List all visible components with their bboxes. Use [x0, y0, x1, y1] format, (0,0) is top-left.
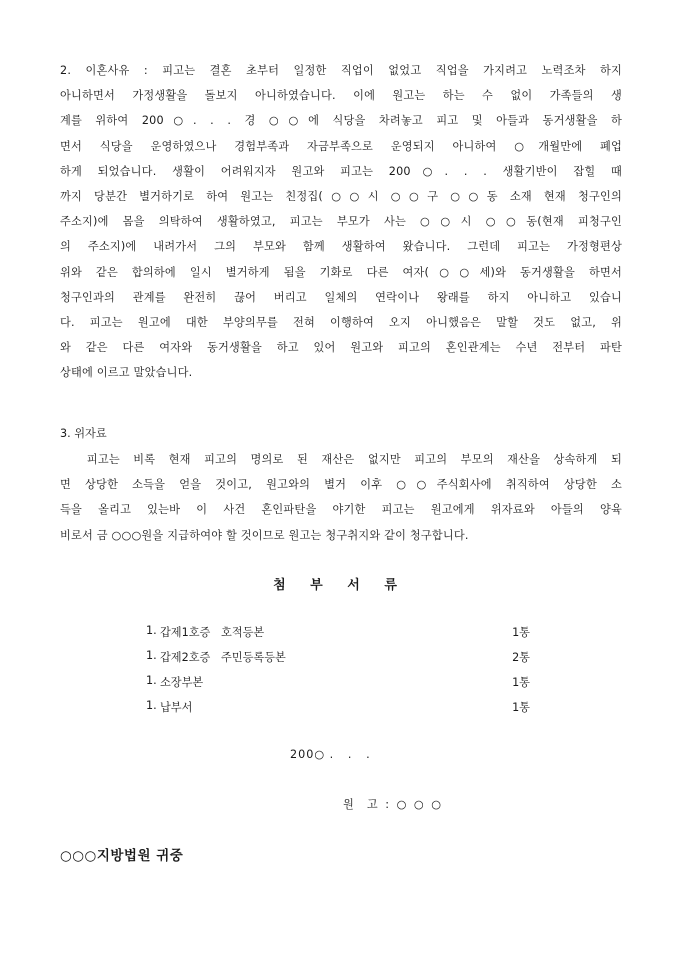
paragraph-line: 비로서 금 ○○○원을 지급하여야 할 것이므로 원고는 청구취지와 같이 청구합니다. — [60, 528, 469, 542]
paragraph-line: 계를 위하여 200○. . . 경 ○○에 식당을 차려놓고 피고 및 아들과 동거생활을 하 — [60, 114, 622, 128]
section-compensation — [60, 447, 622, 548]
attachment-number: 1. — [146, 699, 157, 712]
paragraph-line: 의 주소지)에 내려가서 그의 부모와 함께 생활하여 왔습니다. 그런데 피고는 가정형편상 — [60, 240, 622, 254]
paragraph-line: 청구인과의 관계를 완전히 끊어 버리고 일체의 연락이나 왕래를 하지 아니하고 있습니 — [60, 290, 622, 304]
attachment-number: 1. — [146, 674, 157, 687]
attachment-name: 갑제1호증 호적등본 — [160, 626, 265, 639]
attachment-number: 1. — [146, 624, 157, 637]
attachment-number: 1. — [146, 649, 157, 662]
attachment-item — [146, 649, 530, 669]
attachment-name: 소장부본 — [160, 676, 204, 689]
paragraph-line: 주소지)에 몸을 의탁하여 생활하였고, 피고는 부모가 사는 ○○시 ○○동(현재 피청구인 — [60, 215, 622, 229]
section-divorce-reason — [60, 58, 622, 385]
paragraph-line: 면 상당한 소득을 얻을 것이고, 원고와의 별거 이후 ○○주식회사에 취직하여 상당한 소 — [60, 478, 622, 492]
paragraph-line: 까지 당분간 별거하기로 하여 원고는 친정집(○○시 ○○구 ○○동 소재 현재 청구인의 — [60, 189, 622, 203]
paragraph-line: 와 같은 다른 여자와 동거생활을 하고 있어 원고와 피고의 혼인관계는 수년 전부터 파탄 — [60, 341, 622, 355]
plaintiff-signature: 원 고 : ○ ○ ○ — [343, 798, 444, 811]
paragraph-line: 다. 피고는 원고에 대한 부양의무를 전혀 이행하여 오지 아니했음은 말할 것도 없고, 위 — [60, 315, 622, 329]
paragraph-line: 2. 이혼사유 : 피고는 결혼 초부터 일정한 직업이 없었고 직업을 가지려고 노력조차 하지 — [60, 64, 622, 77]
attachment-name: 갑제2호증 주민등록등본 — [160, 651, 286, 664]
attachment-count: 1통 — [512, 626, 530, 639]
paragraph-line: 피고는 비록 현재 피고의 명의로 된 재산은 없지만 피고의 부모의 재산을 상속하게 되 — [60, 453, 622, 466]
attachment-item — [146, 699, 530, 719]
attachment-item — [146, 674, 530, 694]
paragraph-line: 하게 되었습니다. 생활이 어려워지자 원고와 피고는 200○. . . 생활기반이 잡힐 때 — [60, 164, 622, 178]
paragraph-line: 아니하면서 가정생활을 돌보지 아니하였습니다. 이에 원고는 하는 수 없이 가족들의 생 — [60, 89, 622, 103]
paragraph-line: 위와 같은 합의하에 일시 별거하게 됨을 기화로 다른 여자(○○세)와 동거생활을 하면서 — [60, 265, 622, 279]
section-title-compensation: 3. 위자료 — [60, 427, 107, 440]
attachment-count: 2통 — [512, 651, 530, 664]
attachment-item — [146, 624, 530, 644]
paragraph-line: 상태에 이르고 말았습니다. — [60, 366, 193, 380]
paragraph-line: 면서 식당을 운영하였으나 경험부족과 자금부족으로 운영되지 아니하여 ○개월만에 폐업 — [60, 139, 622, 153]
attachments-title: 첨 부 서 류 — [273, 578, 407, 593]
filing-date: 200○ . . . — [290, 748, 371, 761]
paragraph-line: 득을 올리고 있는바 이 사건 혼인파탄을 야기한 피고는 원고에게 위자료와 아들의 양육 — [60, 503, 622, 517]
attachment-count: 1통 — [512, 701, 530, 714]
attachment-count: 1통 — [512, 676, 530, 689]
court-addressee: ○○○지방법원 귀중 — [60, 848, 184, 864]
attachment-name: 납부서 — [160, 701, 193, 714]
